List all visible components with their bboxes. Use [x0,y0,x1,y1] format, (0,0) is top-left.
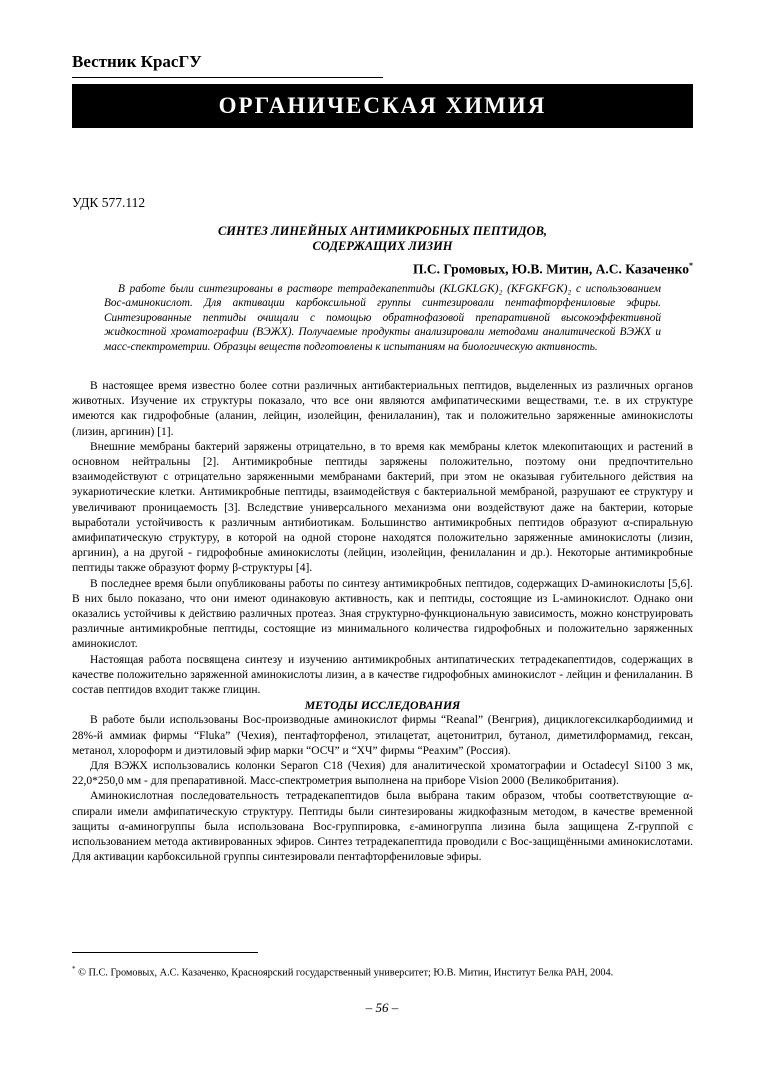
section-banner-title: ОРГАНИЧЕСКАЯ ХИМИЯ [218,93,547,118]
footnote [72,962,693,980]
intro-paragraph: В настоящее время известно более сотни различных антибактериальных пептидов, выделенных из различных органов животных. Изучение их структуры показало, что все они являются амфипатическими веществами, т.е. в их структуре имеются как гидрофобные (аланин, лейцин, изолейцин, фенилаланин), так и положительно заряженные аминокислоты (лизин, аргинин) [1]. [72,380,693,438]
title-line-1: СИНТЕЗ ЛИНЕЙНЫХ АНТИМИКРОБНЫХ ПЕПТИДОВ, [217,224,548,238]
abstract-text: В работе были синтезированы в растворе тетрадекапептиды (KLGKLGK)₂ (KFGKFGK)₂ с использованием Boc-аминокислот. Для активации карбоксильной группы синтезировали пентафторфениловые эфиры. Синтезированные пептиды очищали с помощью обратнофазовой препаративной высокоэффективной жидкостной хроматографии (ВЭЖХ). Получаемые продукты анализировали методами аналитической ВЭЖХ и масс-спектрометрии. Образцы веществ подготовлены к испытаниям на биологическую активность. [104,283,661,353]
footnote-rule [72,952,258,953]
udk-code: УДК 577.112 [72,195,146,210]
methods-paragraph: Для ВЭЖХ использовались колонки Separon C18 (Чехия) для аналитической хроматографии и Octadecyl Si100 3 мк, 22,0*250,0 мм - для препаративной. Масс-спектрометрия выполнена на приборе Vision 2000 (Великобритания). [72,760,693,788]
title-line-2: СОДЕРЖАЩИХ ЛИЗИН [312,239,453,253]
section-banner [72,84,693,128]
methods-paragraph: Аминокислотная последовательность тетрадекапептидов была выбрана таким образом, чтобы соответствующие α-спирали имели амфипатическую структуру. Пептиды были синтезированы жидкофазным методом, в качестве временной защиты α-аминогруппы была использована Boc-группировка, ε-аминогруппа лизина была защищена Z-группой с использованием метода активированных эфиров. Синтез тетрадекапептида проводили с Boc-защищёнными аминокислотами. Для активации карбоксильной группы синтезировали пентафторфениловые эфиры. [72,790,693,864]
footnote-mark: * [72,965,76,973]
intro-paragraph: Настоящая работа посвящена синтезу и изучению антимикробных антипатических тетрадекапептидов, содержащих в качестве положительно заряженной аминокислоты лизин, а в качестве гидрофобных аминокислот - лейцин и фенилаланин. В состав пептидов входит также глицин. [72,653,693,697]
methods-paragraph: В работе были использованы Boc-производные аминокислот фирмы “Reanal” (Венгрия), дициклогексилкарбодиимид и 28%-й аммиак фирмы “Fluka” (Чехия), пентафторфенол, этилацетат, ацетонитрил, бутанол, диметилформамид, гексан, метанол, хлороформ и диэтиловый эфир марки “ОСЧ” и “ХЧ” фирмы “Реахим” (Россия). [72,714,693,757]
authors-footnote-mark: * [689,261,693,270]
article-title [72,224,693,254]
article-body [72,379,693,866]
page-number: – 56 – [365,1000,399,1015]
header-rule [72,77,383,78]
methods-heading: МЕТОДЫ ИССЛЕДОВАНИЯ [304,698,461,713]
abstract [104,282,661,354]
footnote-text: © П.С. Громовых, А.С. Казаченко, Красноярский государственный университет; Ю.В. Митин, Институт Белка РАН, 2004. [75,967,614,979]
authors-names: П.С. Громовых, Ю.В. Митин, А.С. Казаченко [412,261,689,277]
intro-paragraph: В последнее время были опубликованы работы по синтезу антимикробных пептидов, содержащих D-аминокислоты [5,6]. В них было показано, что они имеют одинаковую активность, как и пептиды, состоящие из L-аминокислот. Однако они оказались устойчивы к действию различных протеаз. Зная структурно-функциональную зависимость, можно конструировать различные антимикробные пептиды, состоящие из минимального количества гидрофобных и положительно заряженных аминокислот. [72,577,693,651]
journal-name: Вестник КрасГУ [72,52,202,71]
authors [413,261,693,278]
intro-paragraph: Внешние мембраны бактерий заряжены отрицательно, в то время как мембраны клеток млекопитающих и растений в основном нейтральны [2]. Антимикробные пептиды заряжены положительно, поэтому они предпочтительно взаимодействуют с отрицательно заряженными мембранами бактерий, при этом не оказывая губительного действия на эукариотические клетки. Антимикробные пептиды, взаимодействуя с бактериальной мембраной, разрушают ее структуру и увеличивают проницаемость [3]. Вследствие универсального механизма они воздействуют даже на бактерии, которые выработали устойчивость к различным антибиотикам. Большинство антимикробных пептидов образуют α-спиральную амифипатическую структуру, в которой на одной стороне находятся положительно заряженные аминокислоты (лизин, аргинин), а на другой - гидрофобные аминокислоты (лейцин, изолейцин, фенилаланин и др.). Некоторые антимикробные пептиды также образуют форму β-структуры [4]. [72,440,693,575]
